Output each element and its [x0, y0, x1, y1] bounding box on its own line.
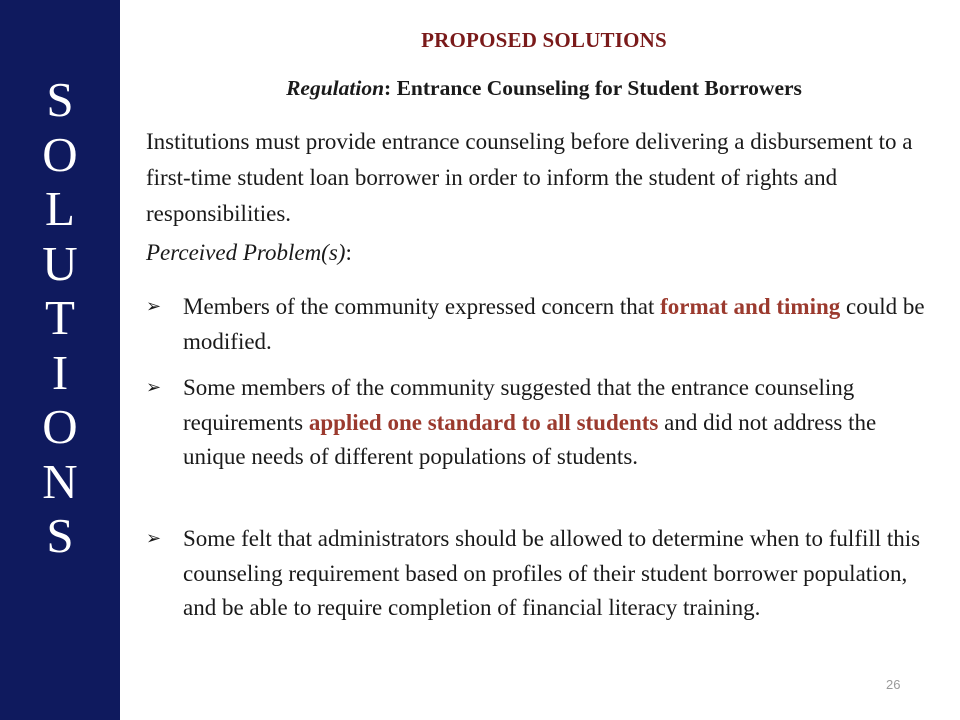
vertical-letter: S [46, 72, 74, 127]
vertical-letter: S [46, 508, 74, 563]
slide-heading: PROPOSED SOLUTIONS [421, 28, 667, 52]
bullet-item [146, 371, 936, 475]
slide-subheading [146, 76, 942, 101]
vertical-letter: L [45, 181, 75, 236]
vertical-letter: U [42, 235, 78, 291]
subheading-regulation: Regulation [286, 76, 385, 100]
bullet-highlight: format and timing [660, 294, 841, 319]
bullet-text [183, 371, 936, 475]
subheading-title: : Entrance Counseling for Student Borrowers [384, 76, 802, 100]
intro-paragraph: Institutions must provide entrance counseling before delivering a disbursement to a first-time student loan borrower in order to inform the student of rights and responsibilities. [146, 129, 913, 226]
bullet-item [146, 290, 936, 359]
vertical-letter: N [42, 453, 78, 509]
perceived-problems-colon: : [345, 240, 352, 265]
bullet-text [183, 290, 936, 359]
vertical-letter: O [42, 399, 78, 454]
arrow-bullet-icon: ➢ [146, 528, 162, 549]
bullet-text-part: and did not address the unique needs of different populations of students. [183, 409, 877, 469]
arrow-bullet-icon: ➢ [146, 377, 162, 398]
bullet-text-part: could be modified. [183, 294, 925, 354]
bullet-text-part: Some members of the community suggested that the entrance counseling requirements [183, 375, 855, 435]
bullet-text-part: Members of the community expressed concern that [183, 294, 661, 319]
bullet-item [146, 522, 936, 626]
vertical-letter: I [51, 344, 69, 400]
perceived-problems-text: Perceived Problem(s) [146, 240, 346, 265]
vertical-letter: O [42, 126, 78, 182]
bullet-highlight: applied one standard to all students [308, 409, 659, 435]
sidebar-panel [0, 0, 120, 720]
arrow-bullet-icon: ➢ [146, 296, 162, 317]
vertical-letter: T [45, 290, 75, 345]
page-number: 26 [886, 677, 901, 692]
bullet-text: Some felt that administrators should be allowed to determine when to fulfill this counseling requirement based on profiles of their student borrower population, and be able to require completion of financial literacy training. [183, 526, 921, 620]
perceived-problems-label [146, 240, 352, 266]
vertical-title [0, 73, 120, 564]
